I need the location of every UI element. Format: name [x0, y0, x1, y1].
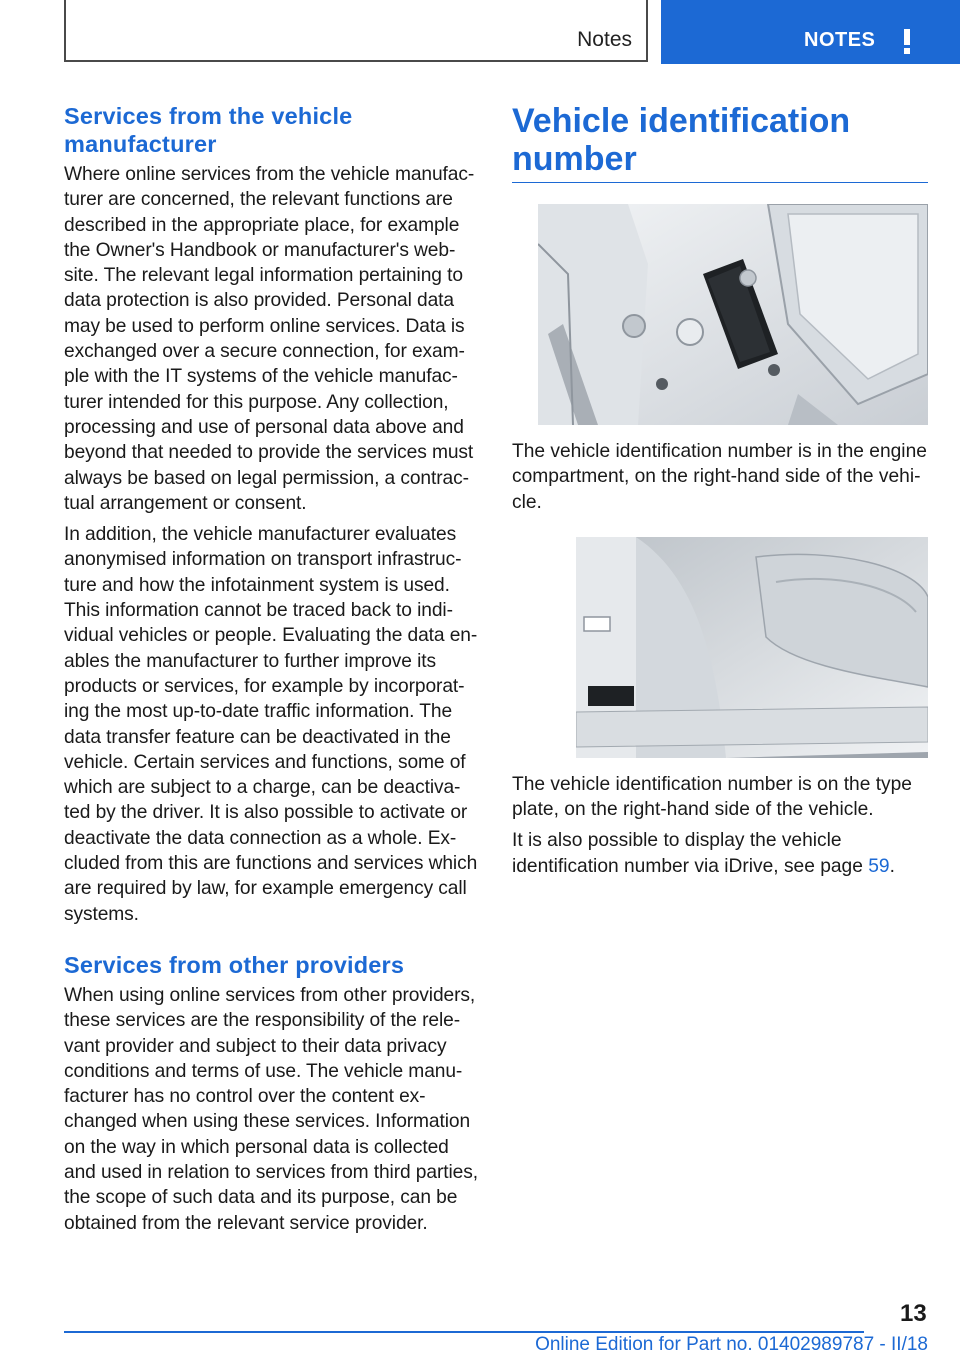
heading-services-other-providers: Services from other providers	[64, 951, 405, 978]
header-chapter-label: NOTES	[804, 29, 876, 51]
engine-compartment-image	[538, 204, 928, 425]
section-title: Vehicle identification number	[512, 102, 928, 183]
page-header	[0, 0, 960, 64]
engine-compartment-illustration	[512, 204, 928, 425]
type-plate-illustration	[512, 537, 928, 758]
caption-idrive: It is also possible to display the vehicle identification number via iDrive, see page 59.	[512, 830, 895, 877]
exclamation-icon	[901, 29, 913, 54]
heading-services-manufacturer: Services from the vehicle manufacturer	[64, 103, 353, 157]
footer-edition: Online Edition for Part no. 01402989787 - II/18	[535, 1334, 928, 1355]
caption-type-plate: The vehicle identification number is on the type plate, on the right-hand side of the vehicle.	[512, 773, 912, 821]
caption-engine-compartment: The vehicle identification number is in the engine compartment, on the right-hand side of the vehicle.	[512, 441, 927, 513]
paragraph: When using online services from other providers, these services are the responsibility of the relevant provider and subject to their data privacy conditions and terms of use. The vehicle manufacturer has no control over the content exchanged when using these services. Information on the way in which personal data is collected and used in relation to services from third parties, the scope of such data and its purpose, can be obtained from the relevant service provider.	[64, 984, 478, 1234]
header-section-box	[64, 0, 648, 62]
paragraph: Where online services from the vehicle manufacturer are concerned, the relevant functions are described in the appropriate place, for example the Owner's Handbook or manufacturer's website. The relevant legal information pertaining to data protection is also provided. Personal data may be used to perform online services. Data is exchanged over a secure connection, for example with the IT systems of the vehicle manufacturer intended for this purpose. Any collection, processing and use of personal data above and beyond that needed to provide the services must always be based on legal permission, a contractual arrangement or consent.	[64, 164, 475, 514]
footer-divider	[64, 1331, 864, 1333]
paragraph: In addition, the vehicle manufacturer evaluates anonymised information on transport infrastructure and how the infotainment system is used. This information cannot be traced back to individual vehicles or people. Evaluating the data enables the manufacturer to further improve its products or services, for example by incorporating the most up-to-date traffic information. The data transfer feature can be deactivated in the vehicle. Certain services and functions, some of which are subject to a charge, can be deactivated by the driver. It is also possible to activate or deactivate the data connection as a whole. Excluded from this are functions and services which are required by law, for example emergency call systems.	[64, 524, 478, 925]
type-plate-image	[576, 537, 928, 758]
header-chapter-tab	[661, 0, 960, 64]
header-section-label: Notes	[577, 28, 632, 51]
left-column	[64, 102, 480, 1242]
page-number: 13	[900, 1300, 927, 1327]
page-reference-link[interactable]: 59	[868, 855, 890, 877]
right-column	[512, 102, 928, 885]
